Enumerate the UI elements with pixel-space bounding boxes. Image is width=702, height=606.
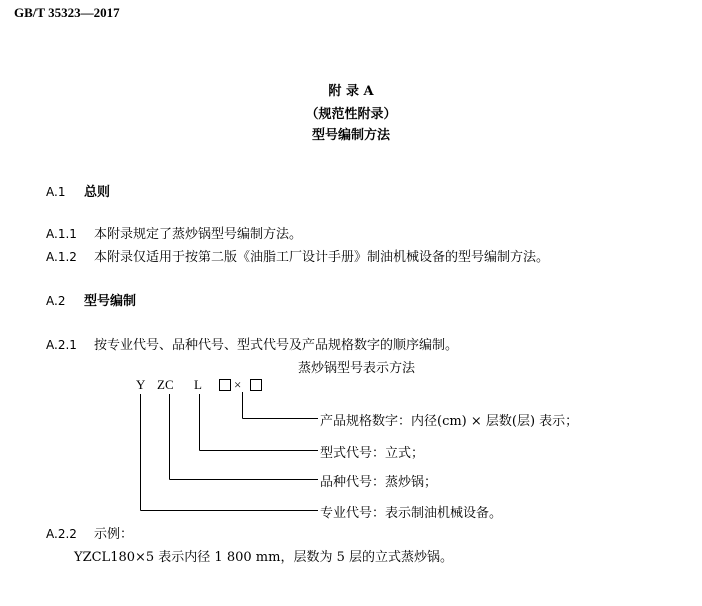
section-a1-title: 总则: [84, 185, 111, 200]
code-y: Y: [136, 377, 146, 392]
label-spec: 产品规格数字：内径(cm) × 层数(层) 表示；: [320, 414, 579, 429]
label-variety: 品种代号：蒸炒锅；: [320, 475, 438, 490]
appendix-subtitle: （规范性附录）: [305, 107, 397, 122]
section-a2-number: A.2: [46, 294, 66, 308]
code-zc: ZC: [157, 377, 174, 392]
clause-a22-number: A.2.2: [46, 527, 77, 541]
example-text: YZCL180×5 表示内径 1 800 mm，层数为 5 层的立式蒸炒锅。: [74, 550, 453, 565]
clause-a22: [46, 523, 133, 542]
code-times: ×: [234, 377, 242, 392]
standard-code: GB/T 35323—2017: [14, 5, 120, 20]
clause-a12-text: 本附录仅适用于按第二版《油脂工厂设计手册》制油机械设备的型号编制方法。: [94, 250, 550, 265]
clause-a21-number: A.2.1: [46, 338, 77, 352]
diagram-title: 蒸炒锅型号表示方法: [298, 361, 416, 376]
section-a1-number: A.1: [46, 185, 66, 199]
clause-a22-text: 示例：: [94, 527, 134, 542]
section-a2-title: 型号编制: [84, 294, 137, 309]
code-l: L: [194, 377, 202, 392]
clause-a21-text: 按专业代号、品种代号、型式代号及产品规格数字的顺序编制。: [94, 338, 459, 353]
appendix-title: 附 录 A: [328, 84, 374, 99]
clause-a11-number: A.1.1: [46, 227, 77, 241]
clause-a11-text: 本附录规定了蒸炒锅型号编制方法。: [94, 227, 303, 242]
label-type: 型式代号：立式；: [320, 446, 425, 461]
clause-a12-number: A.1.2: [46, 250, 77, 264]
appendix-heading: 型号编制方法: [311, 128, 390, 143]
label-profession: 专业代号：表示制油机械设备。: [320, 506, 503, 521]
